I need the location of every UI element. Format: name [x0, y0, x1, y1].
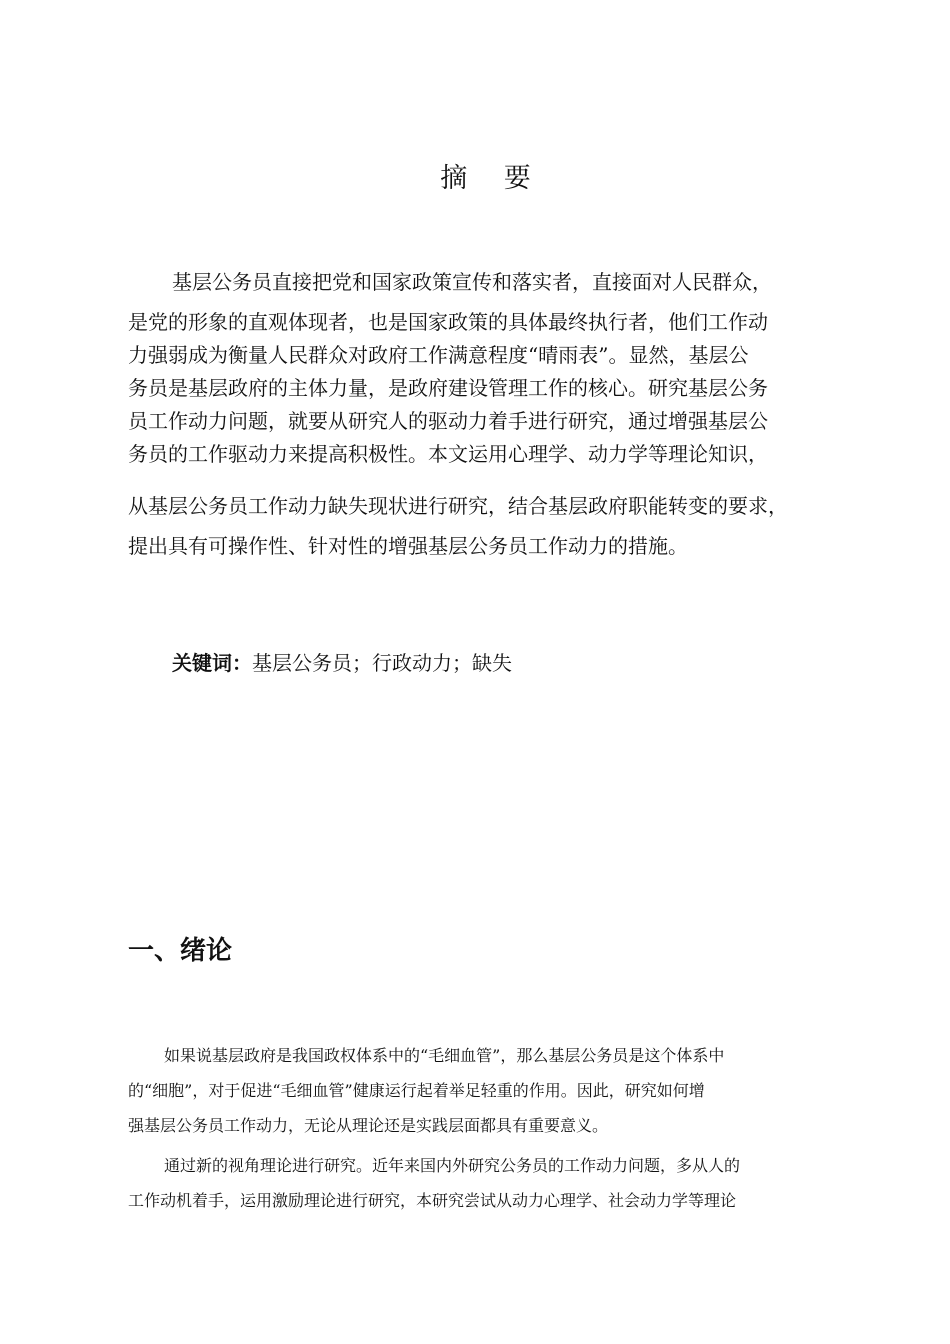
abstract-line: 务员是基层政府的主体力量，是政府建设管理工作的核心。研究基层公务: [128, 376, 768, 400]
body-line: 通过新的视角理论进行研究。近年来国内外研究公务员的工作动力问题，多从人的: [164, 1156, 741, 1175]
abstract-line: 基层公务员直接把党和国家政策宣传和落实者，直接面对人民群众，: [172, 270, 772, 294]
keywords: [172, 647, 512, 679]
keywords-value: 基层公务员；行政动力；缺失: [252, 651, 512, 675]
keywords-label: 关键词：: [172, 651, 252, 675]
abstract-line: 务员的工作驱动力来提高积极性。本文运用心理学、动力学等理论知识，: [128, 442, 768, 466]
abstract-line: 是党的形象的直观体现者，也是国家政策的具体最终执行者，他们工作动: [128, 310, 768, 334]
section-heading: 一、绪论: [128, 936, 233, 966]
abstract-title: 摘 要: [440, 163, 545, 194]
abstract-line: 员工作动力问题，就要从研究人的驱动力着手进行研究，通过增强基层公: [128, 409, 768, 433]
abstract-line: 提出具有可操作性、针对性的增强基层公务员工作动力的措施。: [128, 534, 688, 558]
body-line: 工作动机着手，运用激励理论进行研究，本研究尝试从动力心理学、社会动力学等理论: [128, 1191, 737, 1210]
body-line: 的“细胞”，对于促进“毛细血管”健康运行起着举足轻重的作用。因此，研究如何增: [128, 1081, 705, 1100]
body-line: 如果说基层政府是我国政权体系中的“毛细血管”，那么基层公务员是这个体系中: [164, 1046, 725, 1065]
body-line: 强基层公务员工作动力，无论从理论还是实践层面都具有重要意义。: [128, 1116, 609, 1135]
abstract-line: 从基层公务员工作动力缺失现状进行研究，结合基层政府职能转变的要求，: [128, 494, 788, 518]
abstract-line: 力强弱成为衡量人民群众对政府工作满意程度“晴雨表”。显然，基层公: [128, 343, 749, 367]
